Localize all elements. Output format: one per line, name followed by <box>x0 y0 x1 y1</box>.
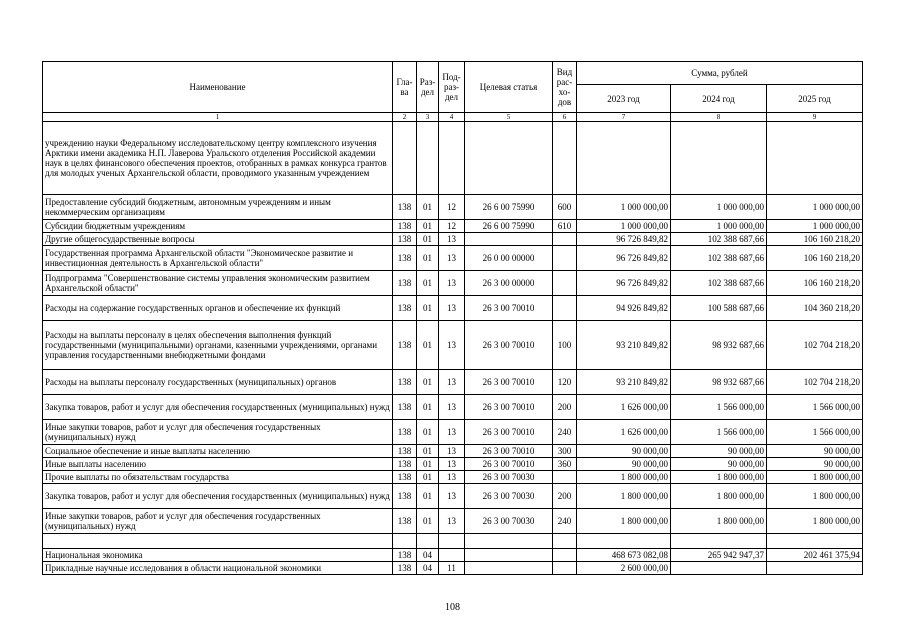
cell-razdel <box>417 122 439 195</box>
cell-glava: 138 <box>393 195 417 220</box>
cell-vid: 610 <box>553 220 577 233</box>
cell-target: 26 3 00 70030 <box>465 471 553 484</box>
cell-glava: 138 <box>393 233 417 246</box>
cell-podrazdel: 13 <box>439 458 465 471</box>
cell-sum-2025: 1 000 000,00 <box>767 220 863 233</box>
table-row <box>43 458 863 471</box>
cell-vid: 120 <box>553 370 577 395</box>
table-row <box>43 445 863 458</box>
cell-podrazdel: 13 <box>439 296 465 321</box>
cell-sum-2024: 1 800 000,00 <box>671 484 767 509</box>
cell-vid: 300 <box>553 445 577 458</box>
cell-target: 26 0 00 00000 <box>465 246 553 271</box>
cell-podrazdel: 13 <box>439 271 465 296</box>
row-name: Социальное обеспечение и иные выплаты населению <box>43 445 393 458</box>
cell-podrazdel <box>439 534 465 549</box>
cell-razdel: 01 <box>417 395 439 420</box>
cell-glava: 138 <box>393 271 417 296</box>
table-row <box>43 195 863 220</box>
cell-sum-2023 <box>577 122 671 195</box>
cell-sum-2023 <box>577 534 671 549</box>
table-row <box>43 271 863 296</box>
cell-vid <box>553 246 577 271</box>
cell-target <box>465 549 553 562</box>
cell-razdel <box>417 534 439 549</box>
cell-sum-2023: 96 726 849,82 <box>577 271 671 296</box>
row-name: Прочие выплаты по обязательствам государства <box>43 471 393 484</box>
cell-target: 26 3 00 70010 <box>465 321 553 370</box>
col-number: 5 <box>465 113 553 122</box>
row-name: Иные закупки товаров, работ и услуг для обеспечения государственных (муниципальных) нужд <box>43 420 393 445</box>
cell-razdel: 01 <box>417 195 439 220</box>
cell-target <box>465 122 553 195</box>
cell-target: 26 3 00 70010 <box>465 370 553 395</box>
cell-sum-2024: 98 932 687,66 <box>671 370 767 395</box>
cell-sum-2023: 1 800 000,00 <box>577 471 671 484</box>
cell-target: 26 3 00 70010 <box>465 420 553 445</box>
table-row <box>43 296 863 321</box>
cell-sum-2023: 90 000,00 <box>577 458 671 471</box>
cell-vid <box>553 122 577 195</box>
budget-table <box>42 61 863 575</box>
cell-glava: 138 <box>393 509 417 534</box>
row-name: Национальная экономика <box>43 549 393 562</box>
cell-podrazdel: 13 <box>439 233 465 246</box>
cell-target: 26 6 00 75990 <box>465 220 553 233</box>
cell-podrazdel: 12 <box>439 195 465 220</box>
table-row <box>43 321 863 370</box>
cell-podrazdel: 11 <box>439 562 465 575</box>
table-row <box>43 562 863 575</box>
cell-vid: 240 <box>553 420 577 445</box>
cell-sum-2025: 106 160 218,20 <box>767 246 863 271</box>
page-number: 108 <box>445 602 460 613</box>
cell-target: 26 3 00 70030 <box>465 484 553 509</box>
cell-glava: 138 <box>393 562 417 575</box>
table-row <box>43 233 863 246</box>
table-row <box>43 420 863 445</box>
row-name: Закупка товаров, работ и услуг для обеспечения государственных (муниципальных) нужд <box>43 484 393 509</box>
table-row-empty <box>43 534 863 549</box>
cell-sum-2023: 1 800 000,00 <box>577 484 671 509</box>
table-row <box>43 370 863 395</box>
cell-target: 26 3 00 00000 <box>465 271 553 296</box>
cell-target: 26 3 00 70010 <box>465 445 553 458</box>
cell-sum-2025: 1 800 000,00 <box>767 471 863 484</box>
cell-razdel: 01 <box>417 370 439 395</box>
column-number-row <box>43 113 863 122</box>
cell-sum-2023: 96 726 849,82 <box>577 233 671 246</box>
cell-sum-2024: 1 566 000,00 <box>671 395 767 420</box>
table-body <box>43 122 863 575</box>
cell-sum-2024: 1 000 000,00 <box>671 195 767 220</box>
cell-target: 26 3 00 70030 <box>465 509 553 534</box>
col-number: 6 <box>553 113 577 122</box>
cell-podrazdel: 13 <box>439 321 465 370</box>
cell-glava: 138 <box>393 484 417 509</box>
cell-vid: 600 <box>553 195 577 220</box>
cell-target: 26 3 00 70010 <box>465 296 553 321</box>
cell-glava: 138 <box>393 445 417 458</box>
header-2023: 2023 год <box>577 85 671 113</box>
cell-podrazdel: 13 <box>439 395 465 420</box>
row-name: Закупка товаров, работ и услуг для обеспечения государственных (муниципальных) нужд <box>43 395 393 420</box>
cell-sum-2023: 90 000,00 <box>577 445 671 458</box>
cell-sum-2024: 1 800 000,00 <box>671 509 767 534</box>
cell-razdel: 01 <box>417 271 439 296</box>
cell-sum-2025: 202 461 375,94 <box>767 549 863 562</box>
row-name: Расходы на выплаты персоналу государственных (муниципальных) органов <box>43 370 393 395</box>
cell-podrazdel: 13 <box>439 484 465 509</box>
col-number: 4 <box>439 113 465 122</box>
cell-podrazdel: 12 <box>439 220 465 233</box>
cell-podrazdel: 13 <box>439 420 465 445</box>
cell-sum-2024: 1 800 000,00 <box>671 471 767 484</box>
cell-target <box>465 534 553 549</box>
cell-podrazdel: 13 <box>439 471 465 484</box>
row-name: Иные закупки товаров, работ и услуг для обеспечения государственных (муниципальных) нужд <box>43 509 393 534</box>
cell-target: 26 3 00 70010 <box>465 458 553 471</box>
cell-razdel: 01 <box>417 220 439 233</box>
col-number: 2 <box>393 113 417 122</box>
cell-sum-2025: 1 566 000,00 <box>767 395 863 420</box>
cell-sum-2023: 1 626 000,00 <box>577 395 671 420</box>
cell-glava: 138 <box>393 549 417 562</box>
cell-razdel: 01 <box>417 296 439 321</box>
cell-podrazdel <box>439 122 465 195</box>
row-name <box>43 534 393 549</box>
cell-target <box>465 233 553 246</box>
row-name: Другие общегосударственные вопросы <box>43 233 393 246</box>
cell-target: 26 6 00 75990 <box>465 195 553 220</box>
table-row <box>43 471 863 484</box>
cell-razdel: 04 <box>417 562 439 575</box>
cell-podrazdel: 13 <box>439 370 465 395</box>
cell-glava: 138 <box>393 395 417 420</box>
table-row <box>43 122 863 195</box>
cell-sum-2025 <box>767 534 863 549</box>
cell-sum-2024: 90 000,00 <box>671 445 767 458</box>
col-number: 3 <box>417 113 439 122</box>
cell-podrazdel: 13 <box>439 509 465 534</box>
cell-sum-2023: 1 000 000,00 <box>577 195 671 220</box>
cell-podrazdel: 13 <box>439 246 465 271</box>
cell-vid <box>553 534 577 549</box>
header-vid: Вид рас-хо-дов <box>553 62 577 113</box>
cell-glava <box>393 122 417 195</box>
col-number: 7 <box>577 113 671 122</box>
table-row <box>43 395 863 420</box>
cell-sum-2024 <box>671 562 767 575</box>
cell-vid <box>553 562 577 575</box>
table-row <box>43 220 863 233</box>
cell-sum-2025 <box>767 562 863 575</box>
cell-glava: 138 <box>393 370 417 395</box>
cell-podrazdel: 13 <box>439 445 465 458</box>
cell-sum-2023: 2 600 000,00 <box>577 562 671 575</box>
cell-sum-2024: 100 588 687,66 <box>671 296 767 321</box>
cell-sum-2025: 90 000,00 <box>767 458 863 471</box>
col-number: 9 <box>767 113 863 122</box>
cell-sum-2025: 1 800 000,00 <box>767 509 863 534</box>
row-name: Субсидии бюджетным учреждениям <box>43 220 393 233</box>
table-row <box>43 246 863 271</box>
cell-sum-2024: 98 932 687,66 <box>671 321 767 370</box>
cell-vid: 200 <box>553 395 577 420</box>
cell-glava: 138 <box>393 458 417 471</box>
cell-sum-2024: 265 942 947,37 <box>671 549 767 562</box>
cell-glava <box>393 534 417 549</box>
cell-sum-2025 <box>767 122 863 195</box>
header-2025: 2025 год <box>767 85 863 113</box>
cell-sum-2023: 1 800 000,00 <box>577 509 671 534</box>
header-podrazdel: Под-раз-дел <box>439 62 465 113</box>
cell-vid <box>553 549 577 562</box>
table-row <box>43 484 863 509</box>
cell-sum-2025: 1 000 000,00 <box>767 195 863 220</box>
col-number: 1 <box>43 113 393 122</box>
cell-sum-2023: 1 626 000,00 <box>577 420 671 445</box>
cell-razdel: 01 <box>417 246 439 271</box>
row-name: Иные выплаты населению <box>43 458 393 471</box>
cell-vid: 200 <box>553 484 577 509</box>
cell-sum-2024: 1 566 000,00 <box>671 420 767 445</box>
cell-sum-2025: 102 704 218,20 <box>767 321 863 370</box>
row-name: Прикладные научные исследования в области национальной экономики <box>43 562 393 575</box>
cell-sum-2025: 90 000,00 <box>767 445 863 458</box>
cell-razdel: 01 <box>417 509 439 534</box>
cell-glava: 138 <box>393 220 417 233</box>
cell-sum-2023: 468 673 082,08 <box>577 549 671 562</box>
cell-glava: 138 <box>393 471 417 484</box>
header-2024: 2024 год <box>671 85 767 113</box>
table-row <box>43 549 863 562</box>
cell-target: 26 3 00 70010 <box>465 395 553 420</box>
cell-sum-2024: 102 388 687,66 <box>671 233 767 246</box>
header-sum: Сумма, рублей <box>577 62 863 85</box>
row-name: Расходы на содержание государственных органов и обеспечение их функций <box>43 296 393 321</box>
row-name: Предоставление субсидий бюджетным, автономным учреждениям и иным некоммерческим организациям <box>43 195 393 220</box>
header-glava: Гла-ва <box>393 62 417 113</box>
cell-razdel: 01 <box>417 321 439 370</box>
cell-vid <box>553 271 577 296</box>
cell-glava: 138 <box>393 321 417 370</box>
cell-vid: 360 <box>553 458 577 471</box>
header-razdel: Раз-дел <box>417 62 439 113</box>
cell-glava: 138 <box>393 246 417 271</box>
cell-vid <box>553 233 577 246</box>
cell-sum-2025: 106 160 218,20 <box>767 233 863 246</box>
cell-sum-2025: 102 704 218,20 <box>767 370 863 395</box>
cell-sum-2025: 1 800 000,00 <box>767 484 863 509</box>
cell-podrazdel <box>439 549 465 562</box>
cell-sum-2023: 1 000 000,00 <box>577 220 671 233</box>
cell-vid: 100 <box>553 321 577 370</box>
cell-sum-2023: 93 210 849,82 <box>577 370 671 395</box>
cell-razdel: 01 <box>417 233 439 246</box>
table-row <box>43 509 863 534</box>
cell-sum-2025: 104 360 218,20 <box>767 296 863 321</box>
cell-sum-2024 <box>671 122 767 195</box>
cell-razdel: 01 <box>417 445 439 458</box>
cell-razdel: 01 <box>417 471 439 484</box>
cell-sum-2024: 1 000 000,00 <box>671 220 767 233</box>
cell-sum-2025: 106 160 218,20 <box>767 271 863 296</box>
cell-target <box>465 562 553 575</box>
cell-sum-2024: 102 388 687,66 <box>671 271 767 296</box>
row-name: Расходы на выплаты персоналу в целях обеспечения выполнения функций государственными (муниципальными) органами, казенными учреждениями, органами управления государственными внебюджетными фондами <box>43 321 393 370</box>
row-name: Государственная программа Архангельской области "Экономическое развитие и инвестиционная деятельность в Архангельской области" <box>43 246 393 271</box>
cell-razdel: 01 <box>417 458 439 471</box>
col-number: 8 <box>671 113 767 122</box>
cell-razdel: 01 <box>417 420 439 445</box>
cell-sum-2023: 93 210 849,82 <box>577 321 671 370</box>
header-name: Наименование <box>43 62 393 113</box>
cell-vid <box>553 296 577 321</box>
cell-vid: 240 <box>553 509 577 534</box>
cell-sum-2024: 90 000,00 <box>671 458 767 471</box>
header-target: Целевая статья <box>465 62 553 113</box>
cell-glava: 138 <box>393 420 417 445</box>
cell-vid <box>553 471 577 484</box>
row-name: учреждению науки Федеральному исследовательскому центру комплексного изучения Арктики имени академика Н.П. Лаверова Уральского отделения Российской академии наук в целях финансового обеспечения проектов, отобранных в рамках конкурса грантов для молодых ученых Архангельской области, проводимого указанным учреждением <box>43 122 393 195</box>
cell-glava: 138 <box>393 296 417 321</box>
row-name: Подпрограмма "Совершенствование системы управления экономическим развитием Архангельской области" <box>43 271 393 296</box>
cell-razdel: 01 <box>417 484 439 509</box>
cell-sum-2023: 94 926 849,82 <box>577 296 671 321</box>
cell-razdel: 04 <box>417 549 439 562</box>
cell-sum-2025: 1 566 000,00 <box>767 420 863 445</box>
cell-sum-2023: 96 726 849,82 <box>577 246 671 271</box>
cell-sum-2024 <box>671 534 767 549</box>
cell-sum-2024: 102 388 687,66 <box>671 246 767 271</box>
